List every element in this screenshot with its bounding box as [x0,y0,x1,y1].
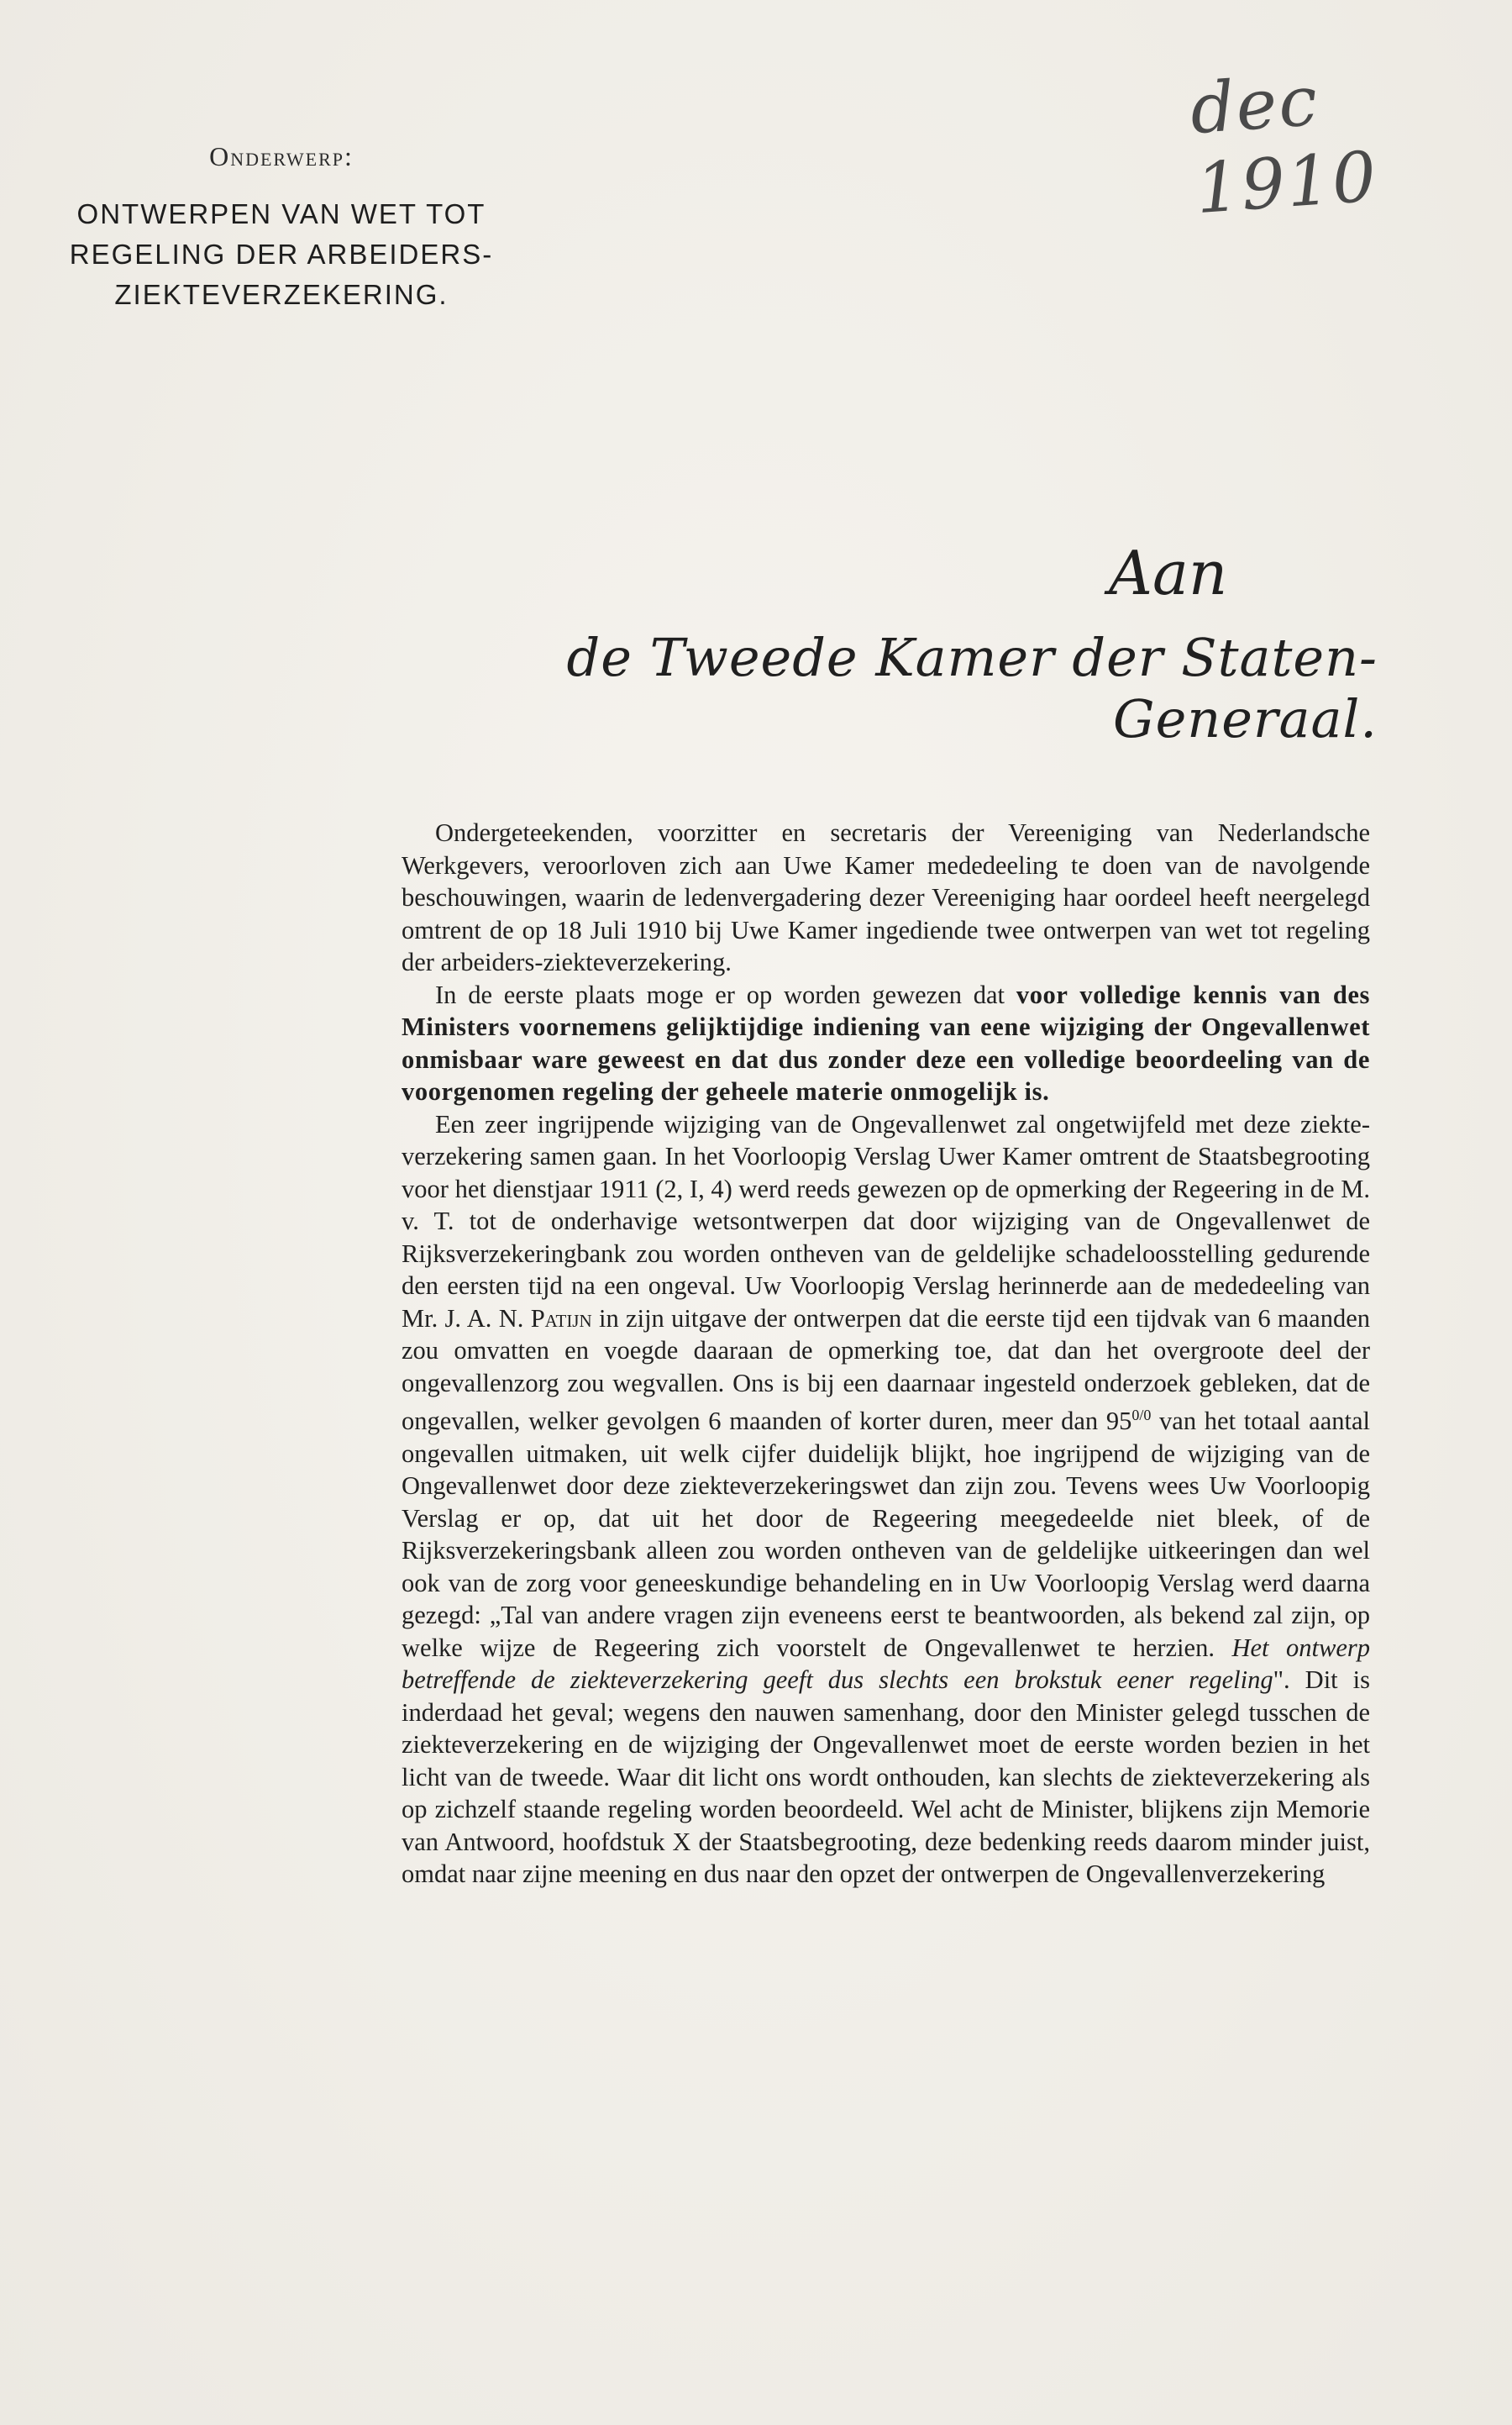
paragraph-2 [402,979,1370,1108]
paragraph-3-part1: Een zeer ingrijpende wijziging van de Ongevallenwet zal ongetwijfeld met deze ziekte-verzekering samen gaan. In het Voorloopig Verslag Uwer Kamer omtrent de Staatsbegrooting voor het dienstjaar 1911 (2, I, 4) werd reeds gewezen op de opmerking der Regeering in de M. v. T. tot de onderhavige wetsontwerpen dat door wijziging van de Ongevallenwet de Rijksverzekeringbank zou worden ontheven van de geldelijke schadeloosstelling gedurende den eersten tijd na een ongeval. Uw Voorloopig Verslag herinnerde aan de mededeeling van Mr. J. A. N. [402,1109,1370,1333]
subject-line: ZIEKTEVERZEKERING. [114,279,449,310]
paragraph-2-emphasis: voor volledige kennis van des Ministers voornemens gelijktijdige indiening van eene wijziging der Ongevallenwet onmisbaar ware geweest en dat dus zonder deze een volledige beoordeeling van de voorgenomen regeling der geheele materie onmogelijk is. [402,980,1371,1106]
subject-line: REGELING DER ARBEIDERS- [69,239,494,270]
handwritten-date-note: dec 1910 [1187,60,1381,230]
percent-superscript: 0/0 [1131,1407,1152,1423]
paragraph-3-part3: van het totaal aantal ongevallen uitmaken, uit welk cijfer duidelijk blijkt, hoe ingrijpend de wijziging van de Ongevallenwet door deze ziekteverzekeringswet dan zijn zou. Tevens wees Uw Voorloopig Verslag er op, dat uit het door de Regeering meegedeelde niet bleek, of de Rijksverzekeringsbank alleen zou worden ontheven van de geldelijke uitkeeringen dan wel ook van de zorg voor geneeskundige behandeling en in Uw Voorloopig Verslag werd daarna gezegd: „Tal van andere vragen zijn eveneens eerst te beantwoorden, als bekend zal zijn, op welke wijze de Regeering zich voorstelt de Ongevallenwet te herzien. [402,1407,1370,1662]
paragraph-3 [402,1108,1370,1891]
letter-body [402,817,1370,1891]
paragraph-3-part4: ". Dit is inderdaad het geval; wegens den nauwen samenhang, door den Minister gelegd tusschen de ziekteverzekering en de wijziging der Ongevallenwet moet de eerste worden bezien in het licht van de tweede. Waar dit licht ons wordt onthouden, kan slechts de ziekteverzekering als op zichzelf staande regeling worden beoordeeld. Wel acht de Minister, blijkens zijn Memorie van Antwoord, hoofdstuk X der Staatsbegrooting, deze bedenking reeds daarom minder juist, omdat naar zijne meening en dus naar den opzet der ontwerpen de Ongevallenverzekering [402,1665,1370,1889]
paragraph-3-part2: in zijn uitgave der ontwerpen dat die eerste tijd een tijdvak van 6 maanden zou omvatten en voegde daaraan de opmerking toe, dat dan het overgroote deel der ongevallenzorg zou wegvallen. Ons is bij een daarnaar ingesteld onderzoek gebleken, dat de ongevallen, welker gevolgen 6 maanden of korter duren, meer dan 95 [402,1303,1370,1436]
paragraph-1: Ondergeteekenden, voorzitter en secretaris der Vereeniging van Nederlandsche Werkgevers, veroorloven zich aan Uwe Kamer mededeeling te doen van de navolgende beschouwingen, waarin de ledenvergadering dezer Vereeniging haar oordeel heeft neergelegd omtrent de op 18 Juli 1910 bij Uwe Kamer ingediende twee ontwerpen van wet tot regeling der arbeiders-ziekteverzekering. [402,818,1370,976]
paragraph-2-lead: In de eerste plaats moge er op worden gewezen dat [435,980,1005,1009]
person-name: Patijn [530,1303,592,1333]
salutation-recipient: de Tweede Kamer der Staten-Generaal. [566,627,1378,750]
subject-line: ONTWERPEN VAN WET TOT [76,198,486,229]
subject-block [46,141,517,315]
salutation-aan: Aan [1109,538,1228,608]
subject-label: Onderwerp: [209,141,354,171]
paragraph-3-quote: Het ontwerp betreffende de ziekteverzekering geeft dus slechts een brokstuk eener regeling [402,1633,1370,1695]
